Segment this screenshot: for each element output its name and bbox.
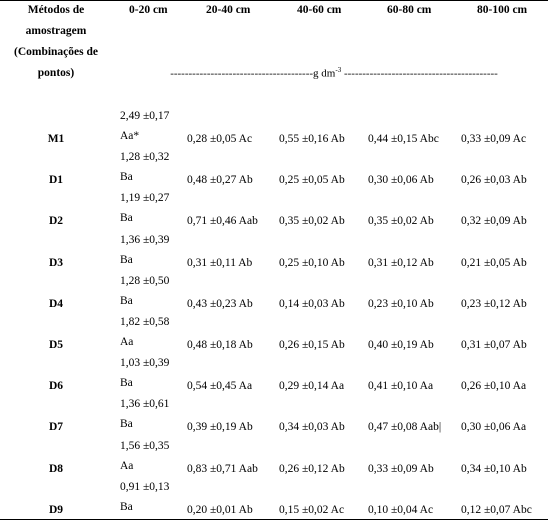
header-line: amostragem xyxy=(25,25,87,37)
depth-20-40-cell: 0,31 ±0,11 Ab xyxy=(187,256,253,269)
method-name: D1 xyxy=(48,174,64,187)
method-name: D6 xyxy=(48,380,64,393)
depth-20-40-cell: 0,20 ±0,01 Ab xyxy=(187,503,253,516)
header-line: (Combinações de xyxy=(13,46,98,58)
depth-40-60-cell: 0,29 ±0,14 Aa xyxy=(279,380,345,393)
depth-0-20-cell xyxy=(120,188,190,228)
table-row xyxy=(0,274,548,325)
table-row xyxy=(0,192,548,242)
value-letters: Ba xyxy=(120,294,133,307)
method-name: D2 xyxy=(48,215,64,228)
depth-80-100-cell: 0,26 ±0,03 Ab xyxy=(461,174,527,187)
column-header-20-40: 20-40 cm xyxy=(206,4,251,16)
depth-80-100-cell: 0,34 ±0,10 Ab xyxy=(461,462,527,475)
value-mean-sd: 1,28 ±0,32 xyxy=(120,151,170,164)
depth-60-80-cell: 0,33 ±0,09 Ab xyxy=(368,462,434,475)
depth-80-100-cell: 0,26 ±0,10 Aa xyxy=(461,380,527,393)
depth-0-20-cell xyxy=(120,436,190,476)
depth-0-20-cell xyxy=(120,230,190,270)
unit-label: ---------------------------------------g dm xyxy=(170,67,336,80)
table-row xyxy=(0,316,548,366)
depth-40-60-cell: 0,14 ±0,03 Ab xyxy=(279,297,345,310)
table-row xyxy=(0,110,548,160)
table-row xyxy=(0,480,548,531)
depth-60-80-cell: 0,44 ±0,15 Abc xyxy=(368,133,439,145)
depth-60-80-cell: 0,31 ±0,12 Ab xyxy=(368,256,434,269)
depth-80-100-cell: 0,32 ±0,09 Ab xyxy=(461,215,527,228)
depth-40-60-cell: 0,15 ±0,02 Ac xyxy=(279,503,345,516)
value-mean-sd: 1,56 ±0,35 xyxy=(120,439,170,452)
depth-60-80-cell: 0,10 ±0,04 Ac xyxy=(368,503,434,516)
table-bottom-rule xyxy=(0,519,548,520)
depth-60-80-cell: 0,41 ±0,10 Aa xyxy=(368,380,434,393)
depth-20-40-cell: 0,83 ±0,71 Aab xyxy=(187,462,258,475)
depth-80-100-cell: 0,33 ±0,09 Ac xyxy=(461,133,527,145)
depth-0-20-cell xyxy=(120,147,190,187)
unit-dashes: ------------------------------------------ xyxy=(341,67,498,80)
value-letters: Aa xyxy=(120,459,134,472)
depth-60-80-cell: 0,47 ±0,08 Aab| xyxy=(368,421,442,434)
value-letters: Aa* xyxy=(120,130,140,142)
value-mean-sd: 0,91 ±0,13 xyxy=(120,480,170,493)
value-mean-sd: 1,82 ±0,58 xyxy=(120,316,170,328)
table-row xyxy=(0,151,548,201)
depth-0-20-cell xyxy=(120,477,190,517)
depth-60-80-cell: 0,40 ±0,19 Ab xyxy=(368,339,434,351)
depth-0-20-cell xyxy=(120,353,190,393)
depth-20-40-cell: 0,39 ±0,19 Ab xyxy=(187,421,253,434)
value-letters: Ba xyxy=(120,500,133,513)
depth-20-40-cell: 0,28 ±0,05 Ac xyxy=(187,133,253,145)
value-mean-sd: 1,19 ±0,27 xyxy=(120,192,170,205)
table-row xyxy=(0,439,548,490)
value-letters: Ba xyxy=(120,171,133,184)
value-letters: Ba xyxy=(120,253,133,266)
depth-80-100-cell: 0,31 ±0,07 Ab xyxy=(461,339,527,351)
method-name: D9 xyxy=(48,503,64,516)
depth-40-60-cell: 0,35 ±0,02 Ab xyxy=(279,215,345,228)
table-row xyxy=(0,233,548,284)
value-mean-sd: 1,28 ±0,50 xyxy=(120,274,170,287)
depth-40-60-cell: 0,34 ±0,03 Ab xyxy=(279,421,345,434)
table-row xyxy=(0,357,548,407)
value-letters: Ba xyxy=(120,418,133,431)
depth-40-60-cell: 0,26 ±0,12 Ab xyxy=(279,462,345,475)
value-letters: Ba xyxy=(120,377,133,390)
methods-column-header xyxy=(0,0,112,84)
depth-40-60-cell: 0,26 ±0,15 Ab xyxy=(279,339,345,351)
value-mean-sd: 1,36 ±0,39 xyxy=(120,233,170,246)
method-name: D7 xyxy=(48,421,64,434)
depth-80-100-cell: 0,21 ±0,05 Ab xyxy=(461,256,527,269)
value-mean-sd: 1,36 ±0,61 xyxy=(120,398,170,411)
method-name: M1 xyxy=(47,133,65,145)
unit-exponent: -3 xyxy=(335,66,342,74)
depth-20-40-cell: 0,43 ±0,23 Ab xyxy=(187,297,253,310)
depth-80-100-cell: 0,30 ±0,06 Aa xyxy=(461,421,527,434)
depth-40-60-cell: 0,25 ±0,05 Ab xyxy=(279,174,345,187)
depth-80-100-cell: 0,23 ±0,12 Ab xyxy=(461,297,527,310)
value-mean-sd: 1,03 ±0,39 xyxy=(120,357,170,370)
depth-0-20-cell xyxy=(120,394,190,434)
method-name: D5 xyxy=(48,339,64,351)
column-header-0-20: 0-20 cm xyxy=(129,4,168,16)
method-name: D3 xyxy=(48,256,64,269)
depth-20-40-cell: 0,71 ±0,46 Aab xyxy=(187,215,258,228)
depth-60-80-cell: 0,35 ±0,02 Ab xyxy=(368,215,434,228)
header-line: Métodos de xyxy=(27,4,85,16)
header-line: pontos) xyxy=(37,67,75,79)
unit-row xyxy=(163,63,505,81)
method-name: D4 xyxy=(48,297,64,310)
value-letters: Aa xyxy=(120,336,134,348)
value-letters: Ba xyxy=(120,212,133,225)
depth-80-100-cell: 0,12 ±0,07 Abc xyxy=(461,503,532,516)
depth-0-20-cell xyxy=(120,271,190,311)
value-mean-sd: 2,49 ±0,17 xyxy=(120,110,170,122)
depth-40-60-cell: 0,55 ±0,16 Ab xyxy=(279,133,345,145)
column-header-60-80: 60-80 cm xyxy=(387,4,432,16)
depth-20-40-cell: 0,48 ±0,27 Ab xyxy=(187,174,253,187)
table-row xyxy=(0,398,548,448)
depth-60-80-cell: 0,23 ±0,10 Ab xyxy=(368,297,434,310)
column-header-40-60: 40-60 cm xyxy=(297,4,342,16)
depth-20-40-cell: 0,54 ±0,45 Aa xyxy=(187,380,253,393)
depth-40-60-cell: 0,25 ±0,10 Ab xyxy=(279,256,345,269)
method-name: D8 xyxy=(48,462,64,475)
depth-60-80-cell: 0,30 ±0,06 Ab xyxy=(368,174,434,187)
depth-0-20-cell xyxy=(120,312,190,352)
column-header-80-100: 80-100 cm xyxy=(477,4,528,16)
depth-20-40-cell: 0,48 ±0,18 Ab xyxy=(187,339,253,351)
depth-0-20-cell xyxy=(120,106,190,146)
